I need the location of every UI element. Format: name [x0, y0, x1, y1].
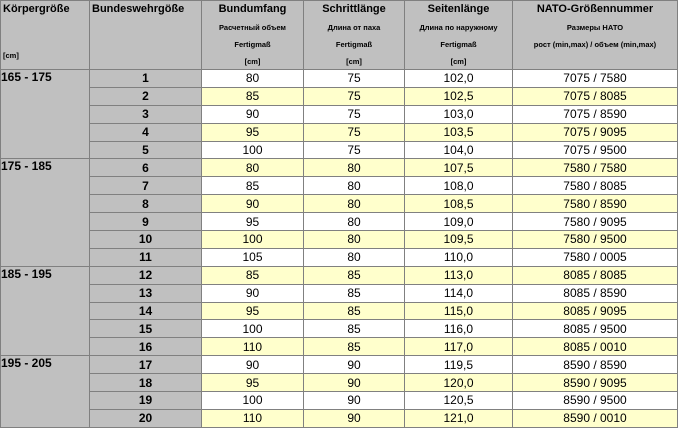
nato-size-cell: 7075 / 9095 [513, 123, 678, 141]
table-row [1, 248, 678, 266]
nato-size-cell: 7580 / 7580 [513, 159, 678, 177]
table-row [1, 213, 678, 231]
seitenlaenge-cell: 107,5 [405, 159, 513, 177]
nato-size-cell: 7580 / 8085 [513, 177, 678, 195]
header-seitenlaenge-sub: Длина по наружному [419, 23, 498, 32]
nato-size-cell: 7075 / 7580 [513, 70, 678, 88]
schrittlaenge-cell: 75 [304, 105, 405, 123]
table-row [1, 374, 678, 392]
schrittlaenge-cell: 85 [304, 320, 405, 338]
nato-size-cell: 8085 / 0010 [513, 338, 678, 356]
seitenlaenge-cell: 116,0 [405, 320, 513, 338]
bundumfang-cell: 85 [202, 266, 304, 284]
schrittlaenge-cell: 85 [304, 266, 405, 284]
table-row [1, 409, 678, 427]
bundumfang-cell: 80 [202, 159, 304, 177]
bundeswehr-size-cell: 13 [90, 284, 202, 302]
nato-size-cell: 8590 / 9095 [513, 374, 678, 392]
header-bundeswehrgroesse [90, 1, 202, 70]
bundeswehr-size-cell: 7 [90, 177, 202, 195]
table-body [1, 70, 678, 428]
header-bundumfang-unit: [cm] [244, 57, 261, 66]
schrittlaenge-cell: 75 [304, 123, 405, 141]
seitenlaenge-cell: 108,5 [405, 195, 513, 213]
table-row [1, 284, 678, 302]
table-row [1, 266, 678, 284]
nato-size-cell: 8085 / 9095 [513, 302, 678, 320]
bundeswehr-size-cell: 5 [90, 141, 202, 159]
schrittlaenge-cell: 80 [304, 231, 405, 249]
height-range-cell: 165 - 175 [1, 70, 90, 159]
bundumfang-cell: 100 [202, 141, 304, 159]
bundeswehr-size-cell: 14 [90, 302, 202, 320]
bundeswehr-size-cell: 3 [90, 105, 202, 123]
header-nato-title: NATO-Größennummer [536, 3, 654, 15]
header-schrittlaenge-title: Schrittlänge [322, 3, 386, 15]
table-row [1, 320, 678, 338]
bundeswehr-size-cell: 18 [90, 374, 202, 392]
nato-size-cell: 8085 / 8085 [513, 266, 678, 284]
bundumfang-cell: 95 [202, 302, 304, 320]
nato-size-cell: 7580 / 8590 [513, 195, 678, 213]
bundumfang-cell: 90 [202, 105, 304, 123]
table-row [1, 177, 678, 195]
header-koerpergroesse-unit: [cm] [3, 51, 19, 60]
schrittlaenge-cell: 80 [304, 159, 405, 177]
seitenlaenge-cell: 103,5 [405, 123, 513, 141]
seitenlaenge-cell: 113,0 [405, 266, 513, 284]
seitenlaenge-cell: 115,0 [405, 302, 513, 320]
schrittlaenge-cell: 80 [304, 177, 405, 195]
schrittlaenge-cell: 80 [304, 195, 405, 213]
bundumfang-cell: 85 [202, 177, 304, 195]
schrittlaenge-cell: 75 [304, 141, 405, 159]
table-row [1, 70, 678, 88]
schrittlaenge-cell: 75 [304, 70, 405, 88]
nato-size-cell: 7580 / 9095 [513, 213, 678, 231]
bundumfang-cell: 95 [202, 123, 304, 141]
nato-size-cell: 8590 / 8590 [513, 356, 678, 374]
seitenlaenge-cell: 102,5 [405, 87, 513, 105]
schrittlaenge-cell: 90 [304, 392, 405, 410]
header-koerpergroesse [1, 1, 90, 70]
nato-size-cell: 8590 / 0010 [513, 409, 678, 427]
table-row [1, 87, 678, 105]
header-schrittlaenge [304, 1, 405, 70]
height-range-cell: 175 - 185 [1, 159, 90, 266]
table-row [1, 392, 678, 410]
header-schrittlaenge-unit: [cm] [346, 57, 362, 66]
header-bundumfang [202, 1, 304, 70]
bundumfang-cell: 110 [202, 338, 304, 356]
bundeswehr-size-cell: 11 [90, 248, 202, 266]
nato-size-cell: 7580 / 9500 [513, 231, 678, 249]
header-nato-sub: Размеры НАТО [566, 23, 624, 32]
bundeswehr-size-cell: 10 [90, 231, 202, 249]
schrittlaenge-cell: 90 [304, 409, 405, 427]
nato-size-cell: 8590 / 9500 [513, 392, 678, 410]
bundeswehr-size-cell: 6 [90, 159, 202, 177]
table-row [1, 195, 678, 213]
table-row [1, 123, 678, 141]
table-row [1, 231, 678, 249]
bundumfang-cell: 85 [202, 87, 304, 105]
bundumfang-cell: 80 [202, 70, 304, 88]
schrittlaenge-cell: 90 [304, 356, 405, 374]
table-row [1, 338, 678, 356]
schrittlaenge-cell: 80 [304, 213, 405, 231]
bundeswehr-size-cell: 16 [90, 338, 202, 356]
header-nato [513, 1, 678, 70]
header-bundeswehrgroesse-title: Bundeswehrgöße [92, 3, 185, 15]
table-row [1, 302, 678, 320]
bundumfang-cell: 100 [202, 392, 304, 410]
seitenlaenge-cell: 104,0 [405, 141, 513, 159]
header-bundumfang-sub2: Fertigmaß [234, 40, 271, 49]
bundumfang-cell: 110 [202, 409, 304, 427]
nato-size-cell: 7075 / 8085 [513, 87, 678, 105]
bundeswehr-size-cell: 15 [90, 320, 202, 338]
table-row [1, 356, 678, 374]
bundeswehr-size-cell: 17 [90, 356, 202, 374]
header-seitenlaenge-title: Seitenlänge [427, 3, 490, 15]
seitenlaenge-cell: 103,0 [405, 105, 513, 123]
bundumfang-cell: 95 [202, 213, 304, 231]
schrittlaenge-cell: 75 [304, 87, 405, 105]
bundumfang-cell: 100 [202, 231, 304, 249]
header-bundumfang-sub: Расчетный объем [219, 23, 286, 32]
header-koerpergroesse-title: Körpergröße [3, 3, 70, 15]
seitenlaenge-cell: 120,5 [405, 392, 513, 410]
seitenlaenge-cell: 120,0 [405, 374, 513, 392]
schrittlaenge-cell: 85 [304, 284, 405, 302]
bundeswehr-size-cell: 8 [90, 195, 202, 213]
header-seitenlaenge [405, 1, 513, 70]
bundeswehr-size-cell: 2 [90, 87, 202, 105]
seitenlaenge-cell: 108,0 [405, 177, 513, 195]
header-seitenlaenge-sub2: Fertigmaß [440, 40, 477, 49]
nato-size-cell: 7580 / 0005 [513, 248, 678, 266]
nato-size-cell: 7075 / 8590 [513, 105, 678, 123]
schrittlaenge-cell: 90 [304, 374, 405, 392]
table-row [1, 105, 678, 123]
header-bundumfang-title: Bundumfang [218, 3, 287, 15]
bundeswehr-size-cell: 1 [90, 70, 202, 88]
schrittlaenge-cell: 80 [304, 248, 405, 266]
schrittlaenge-cell: 85 [304, 302, 405, 320]
height-range-cell: 185 - 195 [1, 266, 90, 355]
bundumfang-cell: 90 [202, 195, 304, 213]
header-nato-sub2: рост (min,max) / объем (min,max) [533, 40, 657, 49]
header-schrittlaenge-sub2: Fertigmaß [335, 40, 373, 49]
nato-size-cell: 8085 / 8590 [513, 284, 678, 302]
seitenlaenge-cell: 119,5 [405, 356, 513, 374]
header-seitenlaenge-unit: [cm] [450, 57, 467, 66]
seitenlaenge-cell: 121,0 [405, 409, 513, 427]
table-row [1, 159, 678, 177]
nato-size-cell: 7075 / 9500 [513, 141, 678, 159]
height-range-cell: 195 - 205 [1, 356, 90, 428]
bundumfang-cell: 90 [202, 284, 304, 302]
bundumfang-cell: 100 [202, 320, 304, 338]
nato-size-cell: 8085 / 9500 [513, 320, 678, 338]
schrittlaenge-cell: 85 [304, 338, 405, 356]
bundeswehr-size-cell: 4 [90, 123, 202, 141]
table-row [1, 141, 678, 159]
bundeswehr-size-cell: 19 [90, 392, 202, 410]
bundeswehr-size-cell: 20 [90, 409, 202, 427]
seitenlaenge-cell: 109,0 [405, 213, 513, 231]
bundeswehr-size-cell: 9 [90, 213, 202, 231]
bundumfang-cell: 105 [202, 248, 304, 266]
seitenlaenge-cell: 117,0 [405, 338, 513, 356]
bundumfang-cell: 95 [202, 374, 304, 392]
seitenlaenge-cell: 109,5 [405, 231, 513, 249]
seitenlaenge-cell: 102,0 [405, 70, 513, 88]
table-header [1, 1, 678, 70]
header-schrittlaenge-sub: Длина от паха [327, 23, 381, 32]
seitenlaenge-cell: 110,0 [405, 248, 513, 266]
bundumfang-cell: 90 [202, 356, 304, 374]
seitenlaenge-cell: 114,0 [405, 284, 513, 302]
bundeswehr-size-cell: 12 [90, 266, 202, 284]
